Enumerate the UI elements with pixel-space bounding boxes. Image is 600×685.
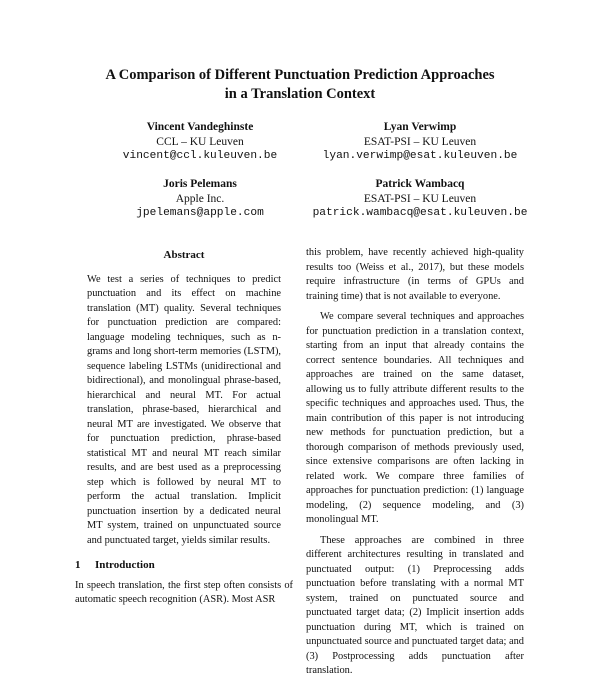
author-email[interactable]: jpelemans@apple.com <box>136 207 264 219</box>
author-affiliation: ESAT-PSI – KU Leuven <box>363 192 477 205</box>
author-email[interactable]: lyan.verwimp@esat.kuleuven.be <box>322 150 518 162</box>
author-block <box>90 120 310 164</box>
author-block <box>90 177 310 221</box>
author-name: Joris Pelemans <box>163 178 237 190</box>
paragraph: We compare several techniques and approaches for punctuation prediction in a translation context, starting from an input that already contains the correct sentence boundaries. All techniques and approaches are trained on the same dataset, allowing us to fully attribute different results to the specific techniques and approaches used. Thus, the main contribution of this paper is not introducing new methods for punctuation prediction, but a thorough comparison of methods previously used, since extensive comparisons are often lacking in related work. We compare three families of approaches for punctuation prediction: (1) language modeling, (2) sequence modeling, and (3) monolingual MT. <box>306 311 524 525</box>
author-block <box>290 120 550 164</box>
paragraph: These approaches are combined in three different architectures resulting in translated and punctuated output: (1) Preprocessing adds punctuation before translating with a normal MT system, trained on punctuated source and punctuated target data; (2) Implicit insertion adds punctuation during MT, which is trained on unpunctuated source and punctuated target data; and (3) Postprocessing adds punctuation after translation. <box>306 534 524 676</box>
author-affiliation: ESAT-PSI – KU Leuven <box>363 135 477 148</box>
intro-paragraph: In speech translation, the first step often consists of automatic speech recognition (ASR). Most ASR <box>75 579 293 605</box>
right-column <box>306 246 524 685</box>
abstract-text: We test a series of techniques to predict punctuation and its effect on machine translation (MT) quality. Several techniques for punctuation prediction are compared: language modeling techniques, such as n-grams and long short-term memories (LSTM), sequence labeling LSTMs (unidirectional and bidirectional), and monolingual phrase-based, hierarchical and neural MT. For actual translation, phrase-based, hierarchical and neural MT are investigated. We observe that for punctuation prediction, phrase-based statistical MT and neural MT reach similar results, and are best used as a preprocessing step which is followed by neural MT to perform the actual translation. Implicit punctuation insertion by a dedicated neural MT system, trained on unpunctuated source and punctuated target, yields similar results. <box>87 273 281 546</box>
author-email[interactable]: patrick.wambacq@esat.kuleuven.be <box>312 207 528 219</box>
section-heading <box>75 558 293 573</box>
author-name: Patrick Wambacq <box>375 178 465 190</box>
title-line-1: A Comparison of Different Punctuation Prediction Approaches <box>105 67 495 83</box>
author-affiliation: CCL – KU Leuven <box>156 135 244 148</box>
section-title: Introduction <box>95 559 155 571</box>
section-number: 1 <box>75 559 81 571</box>
author-affiliation: Apple Inc. <box>175 192 225 205</box>
author-name: Lyan Verwimp <box>383 121 457 133</box>
author-email[interactable]: vincent@ccl.kuleuven.be <box>122 150 278 162</box>
title-line-2: in a Translation Context <box>224 86 376 102</box>
paper-title <box>60 66 540 104</box>
abstract-heading: Abstract <box>163 249 205 261</box>
left-column <box>75 248 293 614</box>
author-name: Vincent Vandeghinste <box>146 121 254 133</box>
paragraph: this problem, have recently achieved high-quality results too (Weiss et al., 2017), but these models require infrastructure (in terms of GPUs and training time) that is not available to everyone. <box>306 247 524 302</box>
author-block <box>280 177 560 221</box>
